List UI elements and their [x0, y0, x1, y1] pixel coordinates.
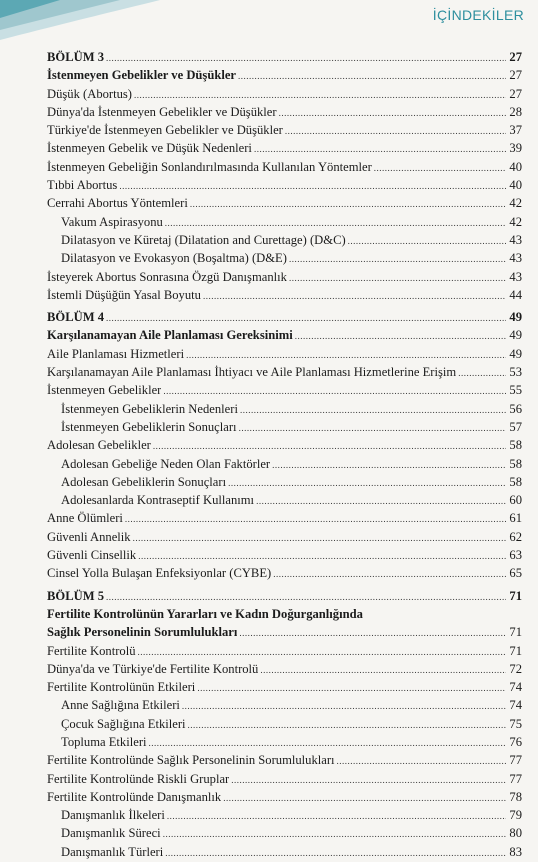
toc-page-number: 43 — [509, 251, 522, 266]
toc-page-number: 49 — [509, 310, 522, 325]
leader-dots — [163, 382, 506, 400]
toc-entry[interactable] — [47, 213, 522, 231]
toc-page-number: 39 — [509, 141, 522, 156]
table-of-contents — [47, 48, 522, 861]
leader-dots — [223, 789, 506, 807]
toc-entry[interactable] — [47, 363, 522, 381]
toc-page-number: 57 — [509, 419, 522, 434]
toc-page-number: 43 — [509, 232, 522, 247]
toc-entry-title: Sağlık Personelinin Sorumlulukları — [47, 625, 238, 640]
toc-page-number: 44 — [509, 287, 522, 302]
toc-entry[interactable] — [47, 85, 522, 103]
leader-dots — [279, 104, 506, 122]
toc-entry-title: Adolesan Gebeliğe Neden Olan Faktörler — [61, 456, 271, 471]
toc-entry[interactable] — [47, 158, 522, 176]
toc-entry-title: Fertilite Kontrolünde Danışmanlık — [47, 789, 222, 804]
toc-entry-title: Aile Planlaması Hizmetleri — [47, 346, 185, 361]
toc-entry[interactable] — [47, 286, 522, 304]
leader-dots — [203, 287, 506, 305]
toc-entry-title: Güvenli Annelik — [47, 529, 131, 544]
toc-entry[interactable] — [47, 121, 522, 139]
toc-entry-title: Fertilite Kontrolünde Riskli Gruplar — [47, 771, 230, 786]
toc-page-number: 71 — [509, 625, 522, 640]
toc-entry-title: Fertilite Kontrolünün Etkileri — [47, 680, 196, 695]
toc-page-number: 55 — [509, 383, 522, 398]
leader-dots — [231, 771, 506, 789]
toc-entry-title: Cerrahi Abortus Yöntemleri — [47, 196, 188, 211]
toc-page-number: 53 — [509, 365, 522, 380]
toc-page-number: 40 — [509, 159, 522, 174]
leader-dots — [149, 734, 506, 752]
leader-dots — [182, 697, 506, 715]
toc-entry[interactable] — [47, 824, 522, 842]
toc-entry[interactable] — [47, 770, 522, 788]
toc-page-number: 43 — [509, 269, 522, 284]
leader-dots — [260, 661, 506, 679]
toc-entry[interactable] — [47, 231, 522, 249]
toc-page-number: 63 — [509, 548, 522, 563]
toc-page-number: 49 — [509, 346, 522, 361]
toc-entry[interactable] — [47, 623, 522, 641]
toc-entry-title: Anne Ölümleri — [47, 511, 123, 526]
toc-entry[interactable] — [47, 528, 522, 546]
toc-entry-title: Düşük (Abortus) — [47, 86, 133, 101]
toc-entry-title: İstenmeyen Gebeliklerin Sonuçları — [61, 419, 237, 434]
toc-entry-title: Dilatasyon ve Küretaj (Dilatation and Curettage) (D&C) — [61, 232, 346, 247]
toc-entry-title: Adolesanlarda Kontraseptif Kullanımı — [61, 493, 255, 508]
toc-entry-title: Fertilite Kontrolünün Yararları ve Kadın Doğurganlığında — [47, 606, 363, 621]
toc-entry[interactable] — [47, 843, 522, 861]
leader-dots — [163, 825, 506, 843]
toc-page-number: 65 — [509, 566, 522, 581]
toc-entry-title: Fertilite Kontrolünde Sağlık Personelinin Sorumlulukları — [47, 753, 335, 768]
toc-page-number: 62 — [509, 529, 522, 544]
toc-entry[interactable] — [47, 751, 522, 769]
toc-page-number: 37 — [509, 123, 522, 138]
toc-entry-title: İsteyerek Abortus Sonrasına Özgü Danışmanlık — [47, 269, 287, 284]
toc-page-number: 77 — [509, 753, 522, 768]
leader-dots — [256, 492, 506, 510]
toc-entry-title: Karşılanamayan Aile Planlaması Gereksinimi — [47, 328, 293, 343]
toc-page-number: 58 — [509, 474, 522, 489]
toc-page-number: 60 — [509, 493, 522, 508]
toc-page-number: 42 — [509, 214, 522, 229]
toc-entry-title: Türkiye'de İstenmeyen Gebelikler ve Düşükler — [47, 123, 283, 138]
leader-dots — [289, 250, 506, 268]
toc-page-number: 78 — [509, 789, 522, 804]
leader-dots — [348, 232, 506, 250]
leader-dots — [125, 510, 506, 528]
toc-page-number: 71 — [509, 643, 522, 658]
leader-dots — [153, 437, 506, 455]
toc-page-number: 40 — [509, 178, 522, 193]
toc-page-number: 77 — [509, 771, 522, 786]
toc-section-heading[interactable] — [47, 308, 522, 326]
leader-dots — [138, 547, 506, 565]
leader-dots — [289, 269, 506, 287]
toc-entry[interactable] — [47, 326, 522, 344]
toc-entry[interactable] — [47, 436, 522, 454]
toc-entry[interactable] — [47, 733, 522, 751]
toc-entry-title: İstenmeyen Gebeliklerin Nedenleri — [61, 401, 238, 416]
leader-dots — [272, 456, 506, 474]
toc-entry-title: Çocuk Sağlığına Etkileri — [61, 716, 186, 731]
leader-dots — [240, 401, 506, 419]
leader-dots — [228, 474, 506, 492]
toc-page-number: 28 — [509, 104, 522, 119]
toc-page-number: 79 — [509, 808, 522, 823]
toc-entry[interactable] — [47, 418, 522, 436]
toc-page-number: 56 — [509, 401, 522, 416]
toc-entry-title: Vakum Aspirasyonu — [61, 214, 163, 229]
toc-entry-title: Danışmanlık Türleri — [61, 844, 164, 859]
toc-entry-title: Dünya'da ve Türkiye'de Fertilite Kontrolü — [47, 661, 259, 676]
toc-entry-title: İstemli Düşüğün Yasal Boyutu — [47, 287, 201, 302]
toc-page-number: 61 — [509, 511, 522, 526]
toc-entry-title: Dilatasyon ve Evokasyon (Boşaltma) (D&E) — [61, 251, 287, 266]
leader-dots — [285, 122, 506, 140]
leader-dots — [458, 364, 506, 382]
leader-dots — [254, 140, 506, 158]
page-title: İÇİNDEKİLER — [432, 7, 524, 23]
toc-page-number: 27 — [509, 68, 522, 83]
leader-dots — [134, 86, 506, 104]
toc-section-heading[interactable] — [47, 587, 522, 605]
toc-entry[interactable] — [47, 642, 522, 660]
leader-dots — [374, 159, 506, 177]
leader-dots — [106, 49, 506, 67]
toc-entry[interactable] — [47, 509, 522, 527]
leader-dots — [190, 195, 506, 213]
toc-entry[interactable] — [47, 66, 522, 84]
toc-entry-title: Karşılanamayan Aile Planlaması İhtiyacı ve Aile Planlaması Hizmetlerine Erişim — [47, 365, 457, 380]
toc-page-number: 75 — [509, 716, 522, 731]
leader-dots — [188, 716, 506, 734]
toc-entry[interactable] — [47, 660, 522, 678]
toc-entry[interactable] — [47, 788, 522, 806]
leader-dots — [165, 844, 506, 862]
toc-entry-title: İstenmeyen Gebeliğin Sonlandırılmasında Kullanılan Yöntemler — [47, 159, 372, 174]
toc-entry[interactable] — [47, 139, 522, 157]
leader-dots — [239, 624, 506, 642]
toc-entry[interactable] — [47, 176, 522, 194]
leader-dots — [106, 588, 506, 606]
toc-entry-title: İstenmeyen Gebelik ve Düşük Nedenleri — [47, 141, 252, 156]
toc-entry-title: Güvenli Cinsellik — [47, 548, 137, 563]
toc-page-number: 58 — [509, 456, 522, 471]
toc-page-number: 42 — [509, 196, 522, 211]
toc-entry[interactable] — [47, 678, 522, 696]
leader-dots — [197, 679, 506, 697]
toc-page-number: 74 — [509, 698, 522, 713]
toc-entry[interactable] — [47, 473, 522, 491]
toc-entry-title: BÖLÜM 4 — [47, 310, 105, 325]
leader-dots — [167, 807, 506, 825]
toc-entry-title: Fertilite Kontrolü — [47, 643, 136, 658]
toc-entry[interactable] — [47, 806, 522, 824]
leader-dots — [133, 529, 506, 547]
toc-entry[interactable] — [47, 249, 522, 267]
leader-dots — [239, 419, 506, 437]
toc-page-number: 72 — [509, 661, 522, 676]
toc-entry-title: Dünya'da İstenmeyen Gebelikler ve Düşükler — [47, 104, 277, 119]
leader-dots — [238, 67, 506, 85]
toc-entry[interactable] — [47, 194, 522, 212]
toc-entry-title: BÖLÜM 3 — [47, 50, 105, 64]
toc-entry-title: BÖLÜM 5 — [47, 588, 105, 603]
toc-entry[interactable] — [47, 605, 522, 623]
toc-page-number: 80 — [509, 826, 522, 841]
leader-dots — [186, 346, 506, 364]
leader-dots — [138, 643, 507, 661]
toc-entry-title: Danışmanlık Süreci — [61, 826, 161, 841]
toc-entry-title: Topluma Etkileri — [61, 734, 147, 749]
toc-entry[interactable] — [47, 345, 522, 363]
toc-page-number: 71 — [509, 588, 522, 603]
toc-page-number: 58 — [509, 438, 522, 453]
toc-page-number: 27 — [509, 86, 522, 101]
toc-entry[interactable] — [47, 715, 522, 733]
toc-entry-title: Danışmanlık İlkeleri — [61, 808, 165, 823]
toc-page-number: 27 — [509, 50, 522, 64]
leader-dots — [119, 177, 506, 195]
toc-entry-title: İstenmeyen Gebelikler ve Düşükler — [47, 68, 237, 83]
toc-entry[interactable] — [47, 491, 522, 509]
toc-page-number: 76 — [509, 734, 522, 749]
leader-dots — [273, 565, 506, 583]
toc-entry[interactable] — [47, 381, 522, 399]
leader-dots — [295, 327, 506, 345]
toc-entry[interactable] — [47, 268, 522, 286]
toc-entry[interactable] — [47, 564, 522, 582]
toc-page-number: 49 — [509, 328, 522, 343]
toc-entry[interactable] — [47, 400, 522, 418]
leader-dots — [337, 752, 506, 770]
toc-entry[interactable] — [47, 546, 522, 564]
toc-entry[interactable] — [47, 455, 522, 473]
toc-page-number: 83 — [509, 844, 522, 859]
leader-dots — [165, 214, 506, 232]
toc-entry-title: Tıbbi Abortus — [47, 178, 118, 193]
toc-entry-title: Adolesan Gebeliklerin Sonuçları — [61, 474, 227, 489]
toc-entry[interactable] — [47, 696, 522, 714]
toc-page-number: 74 — [509, 680, 522, 695]
toc-entry-title: İstenmeyen Gebelikler — [47, 383, 162, 398]
toc-entry[interactable] — [47, 103, 522, 121]
toc-section-heading[interactable] — [47, 48, 522, 66]
toc-entry-title: Cinsel Yolla Bulaşan Enfeksiyonlar (CYBE) — [47, 566, 272, 581]
toc-entry-title: Anne Sağlığına Etkileri — [61, 698, 180, 713]
toc-entry-title: Adolesan Gebelikler — [47, 438, 151, 453]
leader-dots — [106, 309, 506, 327]
